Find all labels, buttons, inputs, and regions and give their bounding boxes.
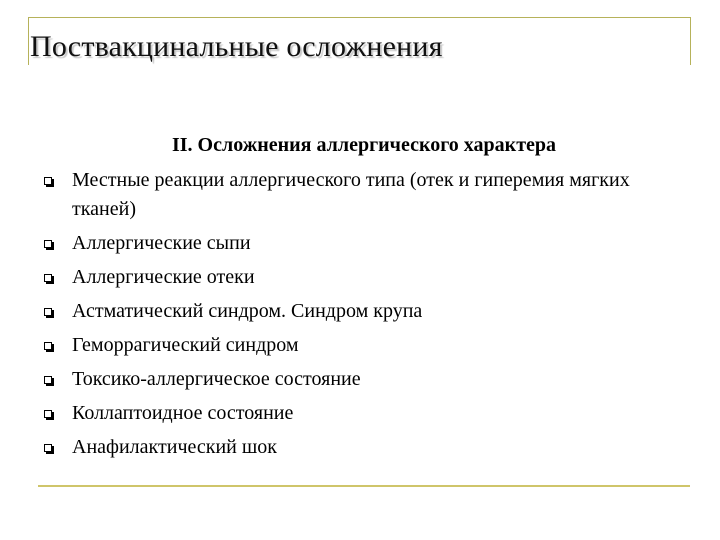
- slide-title: Поствакцинальные осложнения: [30, 30, 443, 63]
- list-item: [40, 433, 680, 462]
- list-item-text: Местные реакции аллергического типа (отек и гиперемия мягких тканей): [72, 169, 630, 220]
- list-item-text: Астматический синдром. Синдром крупа: [72, 300, 423, 322]
- list-item: [40, 263, 680, 292]
- list-item: [40, 297, 680, 326]
- square-bullet-icon: [44, 444, 52, 452]
- list-item-text: Геморрагический синдром: [72, 334, 299, 356]
- list-item-text: Анафилактический шок: [72, 436, 277, 458]
- list-item-text: Коллаптоидное состояние: [72, 402, 294, 424]
- list-item: [40, 365, 680, 394]
- square-bullet-icon: [44, 376, 52, 384]
- square-bullet-icon: [44, 177, 52, 185]
- square-bullet-icon: [44, 308, 52, 316]
- slide-subtitle: II. Осложнения аллергического характера: [171, 134, 557, 156]
- list-item: [40, 229, 680, 258]
- list-item: [40, 331, 680, 360]
- frame-bottom-line: [38, 485, 690, 487]
- list-item-text: Токсико-аллергическое состояние: [72, 368, 361, 390]
- square-bullet-icon: [44, 240, 52, 248]
- bullet-list: [40, 166, 680, 462]
- square-bullet-icon: [44, 410, 52, 418]
- list-item-text: Аллергические отеки: [72, 266, 255, 288]
- list-item: [40, 399, 680, 428]
- frame-top-line: [28, 17, 690, 18]
- list-item-text: Аллергические сыпи: [72, 232, 251, 254]
- frame-left-line: [28, 17, 29, 65]
- list-item: [40, 166, 680, 224]
- square-bullet-icon: [44, 274, 52, 282]
- square-bullet-icon: [44, 342, 52, 350]
- frame-right-line: [690, 17, 691, 65]
